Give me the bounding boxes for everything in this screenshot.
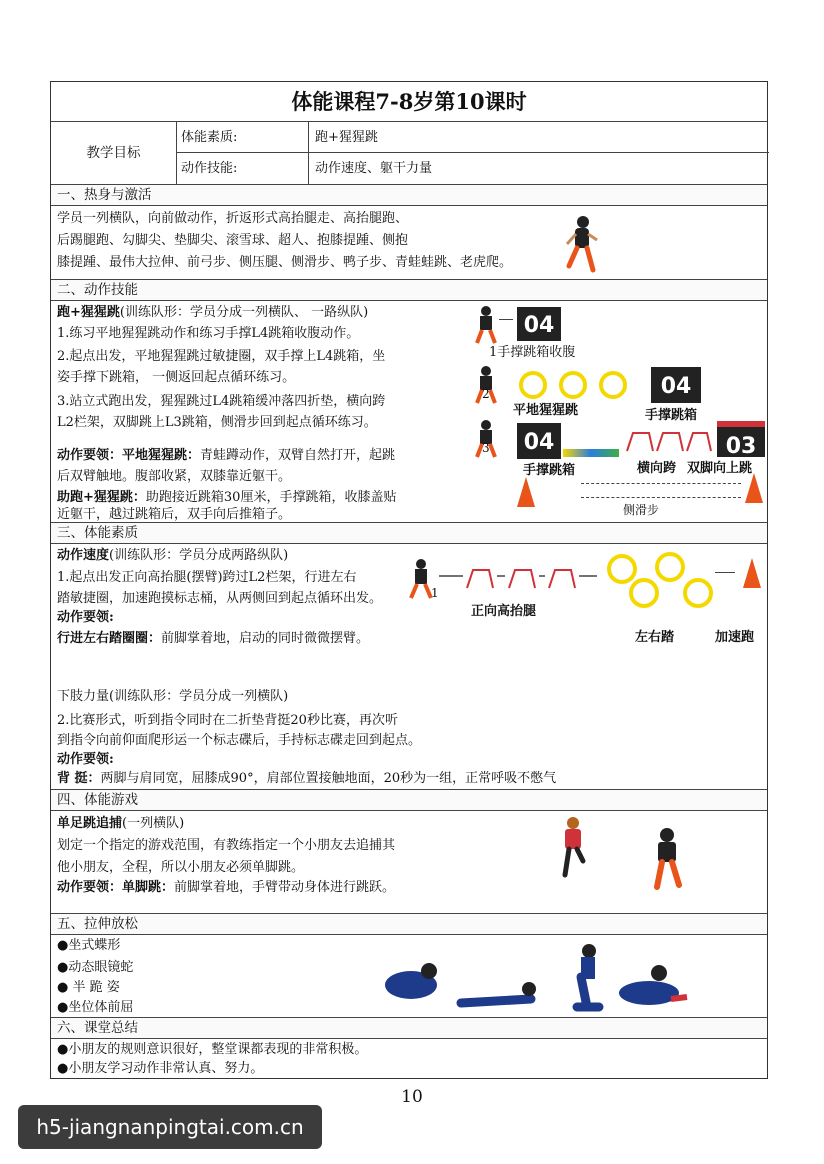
goal-table [51,122,767,185]
folding-mat [563,449,619,457]
s3-key2-rest: 两脚与肩同宽，屈膝成90°，肩部位置接触地面，20秒为一组，正常呼吸不憋气 [100,771,557,786]
s3-line-4: 到指令向前仰面爬形运一个标志碟后，手持标志碟走回到起点。 [57,733,422,748]
s2-title-rest: (训练队形：学员分成一列横队、 一路纵队) [119,305,369,320]
caption-2b: 手撑跳箱 [645,408,698,423]
goal-key-1: 体能素质: [177,122,309,153]
watermark-label: h5-jiangnanpingtai.com.cn [18,1105,322,1149]
s4-sub-rest: (一列横队) [122,816,185,831]
section-5-header: 五、拉伸放松 [51,914,767,935]
hopping-child-figure [555,815,591,883]
s6-item-1: ●小朋友的规则意识很好，整堂课都表现的非常积极。 [57,1042,368,1057]
s4-line-2: 他小朋友，全程，所以小朋友必须单脚跳。 [57,860,305,875]
agility-ring [599,371,627,399]
caption-3c: 双脚向上跳 [687,461,753,476]
caption-3d: 侧滑步 [623,503,660,517]
s4-key-bold: 动作要领：单脚跳： [57,880,175,895]
goal-value-1: 跑+猩猩跳 [309,122,769,153]
s6-item-2: ●小朋友学习动作非常认真、努力。 [57,1061,264,1076]
marker-cone [745,473,763,503]
agility-ring [607,554,637,584]
section-6-header: 六、课堂总结 [51,1018,767,1039]
caption-3b: 横向跨 [637,461,677,476]
caption-2a: 平地猩猩跳 [513,403,579,418]
s3-caption-1: 正向高抬腿 [471,604,537,619]
s3-key-label: 动作要领: [57,610,114,625]
s3-sub2-rest: (训练队形：学员分成一列横队) [109,689,289,704]
agility-ring [519,371,547,399]
page-title: 体能课程7-8岁第10课时 [51,82,767,122]
arrow-line [715,572,735,573]
s2-line-2: 2.起点出发，平地猩猩跳过敏捷圈，双手撑上L4跳箱，坐 [57,349,386,364]
side-step-path [581,483,741,484]
s2-line-5: L2栏架，双脚跳上L3跳箱，侧滑步回到起点循环练习。 [57,415,377,430]
s2-key2-bold: 助跑+猩猩跳： [57,490,146,505]
s3-sub1-bold: 动作速度 [57,548,110,563]
marker-cone [743,558,761,588]
section-1-body [51,206,767,280]
agility-ring [629,578,659,608]
step-number-3: 3 [482,441,490,455]
side-step-path [581,497,741,498]
s2-line-1: 1.练习平地猩猩跳动作和练习手撑L4跳箱收腹动作。 [57,326,360,341]
hurdle-row [439,564,599,594]
s2-key1-bold: 动作要领：平地猩猩跳： [57,448,201,463]
lesson-plan-sheet [50,81,768,1079]
page-number: 10 [401,1087,423,1107]
step-number-1: 1 [431,586,439,600]
s2-key2-rest: 助跑接近跳箱30厘米，手撑跳箱，收膝盖贴 [145,490,397,505]
s5-item-2: ●动态眼镜蛇 [57,960,134,975]
s5-item-4: ●坐位体前屈 [57,1000,134,1015]
s4-key-rest: 前脚掌着地，手臂带动身体进行跳跃。 [174,880,396,895]
section-3-header: 三、体能素质 [51,523,767,544]
s1-line-1: 学员一列横队，向前做动作，折返形式高抬腿走、高抬腿跑、 [57,211,409,226]
s2-title-bold: 跑+猩猩跳 [57,305,120,320]
s5-item-1: ●坐式蝶形 [57,938,121,953]
jump-box-04-b: 04 [651,367,701,403]
s2-key1-rest: 青蛙蹲动作，双臂自然打开，起跳 [200,448,396,463]
section-5-body [51,935,767,1018]
s3-line-3: 2.比赛形式，听到指令同时在二折垫背挺20秒比赛，再次听 [57,713,398,728]
goal-key-2: 动作技能: [177,153,309,184]
section-6-body [51,1039,767,1079]
marker-cone [517,477,535,507]
s2-line-4: 3.站立式跑出发，猩猩跳过L4跳箱缓冲落四折垫，横向跨 [57,394,386,409]
s3-line-2: 踏敏捷圈，加速跑摸标志桶，从两侧回到起点循环出发。 [57,591,383,606]
s3-caption-2: 左右踏 [635,630,675,645]
s1-line-3: 膝提踵、最伟大拉伸、前弓步、侧压腿、侧滑步、鸭子步、青蛙蛙跳、老虎爬。 [57,255,513,270]
jump-box-03: 03 [717,421,765,457]
section-2-body [51,301,767,523]
s3-line-1: 1.起点出发正向高抬腿(摆臂)跨过L2栏架，行进左右 [57,570,357,585]
s3-sub2-bold: 下肢力量 [57,689,110,704]
s2-line-3: 姿手撑下跳箱， 一侧返回起点循环练习。 [57,370,296,385]
caption-3a: 手撑跳箱 [523,463,576,478]
goal-label: 教学目标 [51,122,177,184]
agility-ring [655,552,685,582]
s3-key1-bold: 行进左右踏圈圈： [57,631,162,646]
s4-sub-bold: 单足跳追捕 [57,816,123,831]
section-4-header: 四、体能游戏 [51,790,767,811]
jump-box-04-c: 04 [517,423,561,459]
running-child-figure [561,214,601,276]
section-1-header: 一、热身与激活 [51,185,767,206]
goal-value-2: 动作速度、躯干力量 [315,161,433,176]
agility-ring [683,578,713,608]
arrow-line [499,319,513,320]
section-2-header: 二、动作技能 [51,280,767,301]
running-child-figure-2 [647,827,687,895]
s3-caption-3: 加速跑 [715,630,755,645]
s3-key-label-2: 动作要领: [57,752,114,767]
s5-item-3: ● 半 跪 姿 [57,980,120,995]
step-number-2: 2 [482,387,490,401]
s3-key1-rest: 前脚掌着地，启动的同时微微摆臂。 [161,631,370,646]
section-3-body [51,544,767,790]
section-4-body [51,811,767,914]
s2-key1-line2: 后双臂触地。腹部收紧，双膝靠近躯干。 [57,469,292,484]
jump-box-04-a: 04 [517,307,561,341]
s3-key2-bold: 背 挺： [57,771,101,786]
caption-1: 1手撑跳箱收腹 [489,345,576,360]
s3-sub1-rest: (训练队形：学员分成两路纵队) [109,548,289,563]
stretching-children-figure [381,941,691,1017]
s4-line-1: 划定一个指定的游戏范围，有教练指定一个小朋友去追捕其 [57,838,396,853]
agility-ring [559,371,587,399]
s2-key2-line2: 近躯干，越过跳箱后，双手向后推箱子。 [57,507,292,522]
s1-line-2: 后踢腿跑、勾脚尖、垫脚尖、滚雪球、超人、抱膝提踵、侧抱 [57,233,409,248]
hurdles [623,425,713,455]
